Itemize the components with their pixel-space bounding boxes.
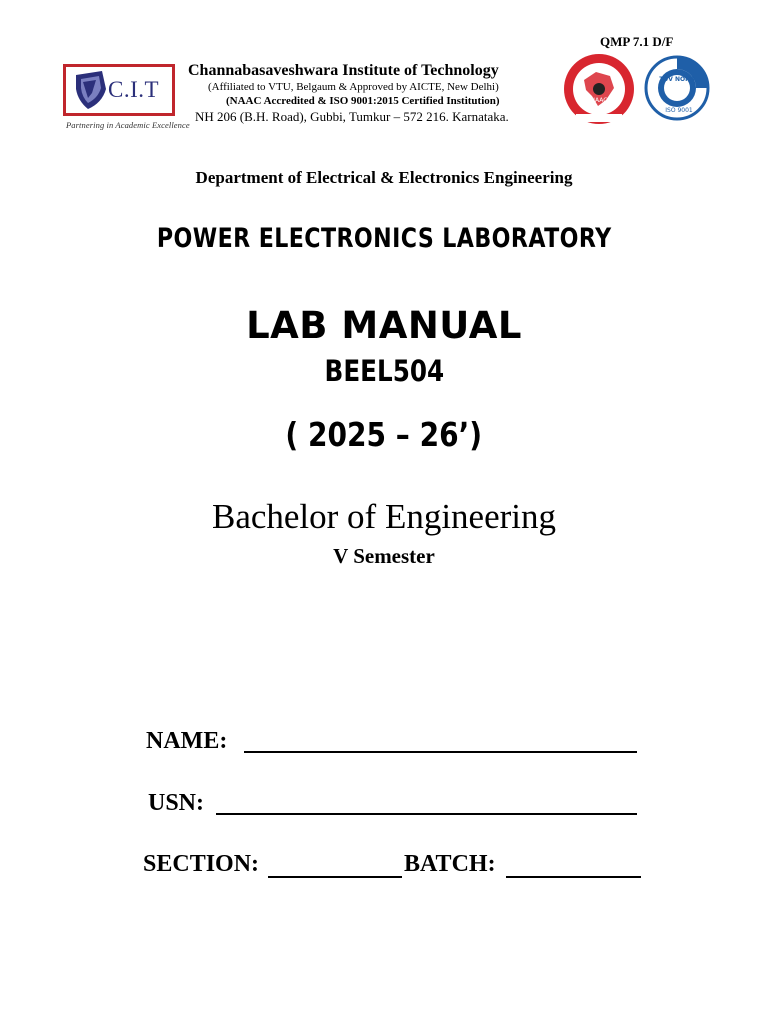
institute-address: NH 206 (B.H. Road), Gubbi, Tumkur – 572 216. Karnataka. (195, 109, 509, 124)
naac-seal-text: NAAC (590, 97, 608, 104)
usn-field-line[interactable] (216, 813, 637, 815)
laboratory-title-text: POWER ELECTRONICS LABORATORY (156, 223, 612, 254)
naac-seal-icon (562, 52, 636, 126)
form-code: QMP 7.1 D/F (600, 34, 674, 49)
logo-text: C.I.T (108, 77, 160, 102)
department-name: Department of Electrical & Electronics Engineering (195, 168, 573, 187)
academic-year (0, 415, 768, 454)
affiliation-text: (Affiliated to VTU, Belgaum & Approved by AICTE, New Delhi) (208, 81, 499, 93)
academic-year-text: ( 2025 – 26’) (285, 415, 483, 454)
section-label: SECTION: (143, 851, 260, 877)
logo-tagline: Partnering in Academic Excellence (66, 120, 190, 130)
accreditation-text: (NAAC Accredited & ISO 9001:2015 Certified Institution) (226, 95, 500, 107)
document-type: LAB MANUAL (246, 304, 522, 347)
cit-logo (63, 64, 175, 116)
tuv-seal-bottom-text: ISO 9001 (665, 107, 693, 114)
name-label: NAME: (146, 728, 228, 754)
name-field-line[interactable] (244, 751, 637, 753)
degree-name: Bachelor of Engineering (211, 497, 557, 536)
batch-label: BATCH: (404, 851, 496, 877)
course-code-text: BEEL504 (324, 354, 444, 388)
course-code (0, 354, 768, 388)
semester-label: V Semester (333, 544, 435, 568)
usn-label: USN: (148, 790, 205, 816)
tuv-seal-top-text: TÜV NORD (659, 76, 695, 83)
institute-name: Channabasaveshwara Institute of Technology (188, 62, 499, 79)
laboratory-title (0, 223, 768, 254)
batch-field-line[interactable] (506, 876, 641, 878)
section-field-line[interactable] (268, 876, 402, 878)
tuv-iso-seal-icon (644, 54, 710, 122)
